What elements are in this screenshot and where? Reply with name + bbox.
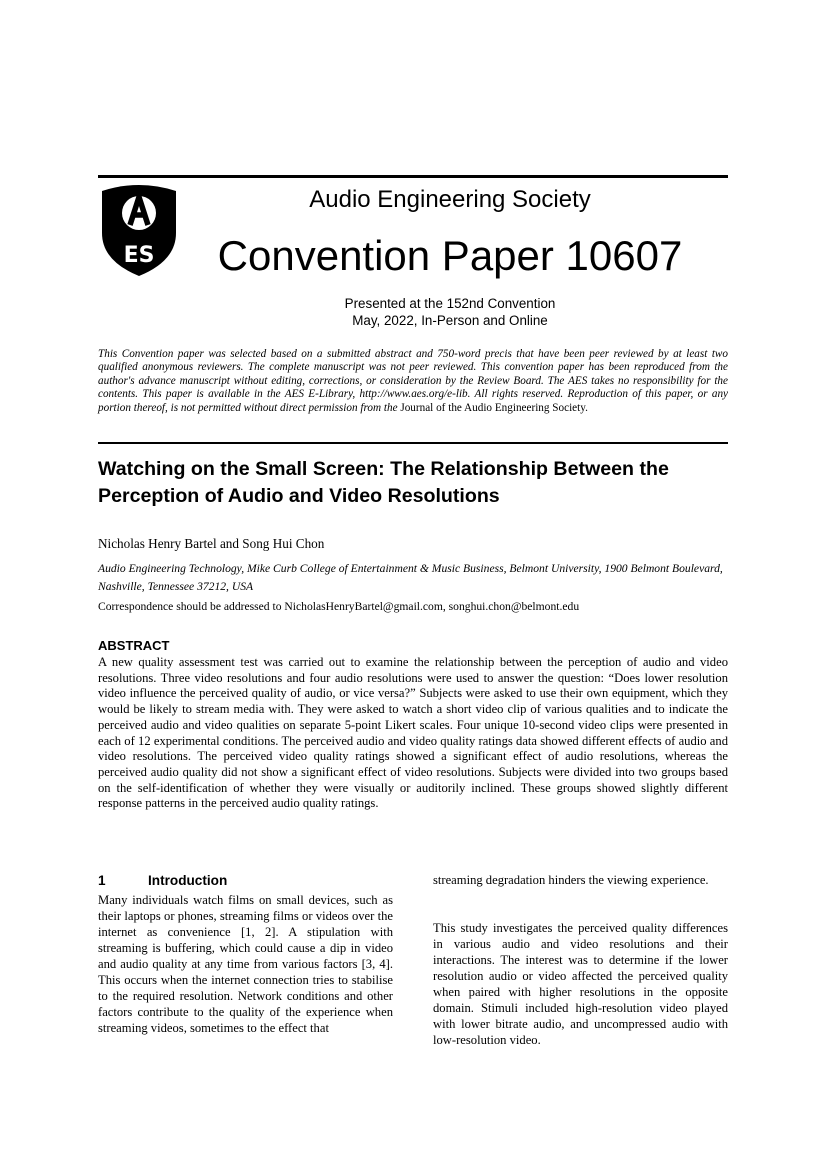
society-name: Audio Engineering Society <box>309 186 591 213</box>
notice-italic: This Convention paper was selected based on a submitted abstract and 750-word precis that have been peer reviewed by at least two qualified anonymous reviewers. The complete manuscript was not peer reviewed. This convention paper has been reproduced from the author's advance manuscript without editing, corrections, or consideration by the Review Board. The AES takes no responsibility for the contents. This paper is available in the AES E-Library, http://www.aes.org/e-lib. All rights reserved. Reproduction of this paper, or any portion thereof, is not permitted without direct permission from the <box>98 348 728 414</box>
authors: Nicholas Henry Bartel and Song Hui Chon <box>98 536 325 551</box>
aes-logo-icon <box>100 183 178 277</box>
presented-line-2: May, 2022, In-Person and Online <box>352 313 548 328</box>
section-heading <box>98 873 398 888</box>
paper-title: Watching on the Small Screen: The Relationship Between the Perception of Audio and Video Resolutions <box>98 458 669 507</box>
column-right-paragraph: This study investigates the perceived quality differences in various audio and video resolutions and their interactions. The interest was to determine if the lower resolution audio or video affected the perceived quality when paired with higher resolutions in the opposite domain. Stimuli included high-resolution video played with lower bitrate audio, and uncompressed audio with low-resolution video. <box>433 921 728 1047</box>
logo-es-text: ES <box>123 243 155 268</box>
column-left-text: Many individuals watch films on small devices, such as their laptops or phones, streaming films or videos over the internet as convenience [1, 2]. A stipulation with streaming is buffering, which could cause a dip in video and audio quality at any time from various factors [3, 4]. This occurs when the internet connection tries to stabilise to the required resolution. Network conditions and other factors contribute to the quality of the experience when streaming videos, sometimes to the effect that <box>98 893 393 1035</box>
notice-journal: Journal of the Audio Engineering Society. <box>397 401 588 414</box>
correspondence: Correspondence should be addressed to NicholasHenryBartel@gmail.com, songhui.chon@belmont.edu <box>98 600 580 613</box>
presented-line-1: Presented at the 152nd Convention <box>344 296 556 311</box>
abstract-heading: ABSTRACT <box>98 638 170 653</box>
convention-paper-title: Convention Paper 10607 <box>217 232 683 279</box>
mid-rule <box>98 442 728 444</box>
top-rule <box>98 175 728 178</box>
abstract-body: A new quality assessment test was carried out to examine the relationship between the perception of audio and video resolutions. Three video resolutions and four audio resolutions were used to answer the question: “Does lower resolution video influence the perceived quality of audio, or vice versa?” Subjects were asked to use their own equipment, which they would be likely to stream media with. They were asked to watch a short video clip of various qualities and to indicate the perceived audio and video qualities on separate 5-point Likert scales. Four unique 10-second video clips were presented in each of 12 experimental conditions. The perceived audio and video quality ratings data showed different effects of audio and video resolutions. The perceived video quality ratings showed a significant effect of audio resolutions, whereas the perceived audio quality did not show a significant effect of video resolutions. Subjects were divided into two groups based on the self-identification of whether they were visually or auditorily inclined. These groups showed slightly different response patterns in the perceived audio quality ratings. <box>98 655 728 811</box>
affiliation: Audio Engineering Technology, Mike Curb College of Entertainment & Music Business, Belmont University, 1900 Belmont Boulevard, Nashville, Tennessee 37212, USA <box>98 562 723 593</box>
column-right-continuation: streaming degradation hinders the viewing experience. <box>433 873 709 887</box>
convention-notice <box>98 348 728 415</box>
section-number: 1 <box>98 873 106 888</box>
section-title: Introduction <box>148 873 228 888</box>
presented-at <box>240 295 660 329</box>
